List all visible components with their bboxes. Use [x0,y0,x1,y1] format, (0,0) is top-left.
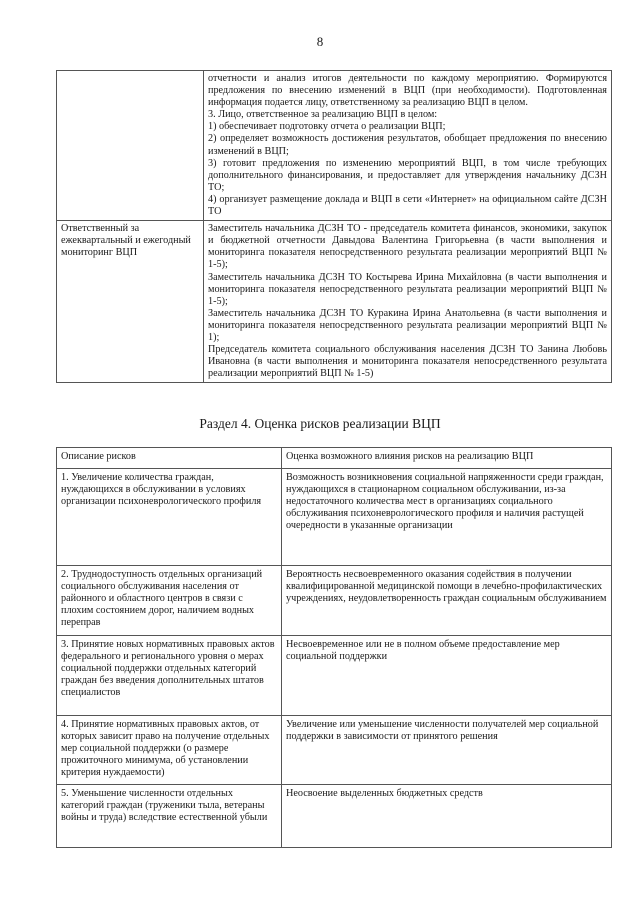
table-row [57,566,612,636]
risk-impact: Несвоевременное или не в полном объеме предоставление мер социальной поддержки [282,636,612,716]
risk-description: 1. Увеличение количества граждан, нуждающихся в обслуживании в условиях организации психоневрологического профиля [57,469,282,566]
table-row [57,716,612,785]
table-cell-text [204,71,612,221]
risk-impact: Увеличение или уменьшение численности получателей мер социальной поддержки в зависимости от принятого решения [282,716,612,785]
risk-impact: Вероятность несвоевременного оказания содействия в получении квалифицированной медицинской помощи в лечебно-профилактических учреждениях, неудовлетворенность граждан социальным обслуживанием [282,566,612,636]
risk-description: 5. Уменьшение численности отдельных категорий граждан (труженики тыла, ветераны войны и труда) вследствие естественной убыли [57,785,282,848]
risk-description: 2. Труднодоступность отдельных организаций социального обслуживания населения от районного и областного центров в связи с плохим состоянием дорог, наличием водных переправ [57,566,282,636]
paragraph: Заместитель начальника ДСЗН ТО - председатель комитета финансов, экономики, закупок и бюджетной отчетности Давыдова Валентина Григорьевна (в части выполнения и мониторинга показателя непосредственного результата реализации мероприятий ВЦП № 1-5); [208,223,607,271]
risk-assessment-table [56,447,612,848]
paragraph: Заместитель начальника ДСЗН ТО Костырева Ирина Михайловна (в части выполнения и мониторинга показателя непосредственного результата реализации мероприятий ВЦП № 1-5); [208,271,607,307]
paragraph: 3) готовит предложения по изменению мероприятий ВЦП, в том числе требующих дополнительного финансирования, и предоставляет для утверждения начальнику ДСЗН ТО; [208,157,607,193]
program-implementation-table [56,70,612,383]
table-row [57,636,612,716]
table-header-row [57,448,612,469]
table-cell-text [204,221,612,383]
risk-description: 3. Принятие новых нормативных правовых актов федерального и регионального уровня о мерах социальной поддержки отдельных категорий граждан без введения дополнительных штатов специалистов [57,636,282,716]
paragraph: Председатель комитета социального обслуживания населения ДСЗН ТО Занина Любовь Ивановна (в части выполнения и мониторинга показателя непосредственного результата реализации мероприятий ВЦП № 1-5) [208,344,607,380]
table-row [57,71,612,221]
page-number: 8 [316,34,324,49]
paragraph: Заместитель начальника ДСЗН ТО Куракина Ирина Анатольевна (в части выполнения и мониторинга показателя непосредственного результата реализации мероприятий ВЦП № 1); [208,307,607,343]
risk-description: 4. Принятие нормативных правовых актов, от которых зависит право на получение отдельных мер социальной поддержки (о размере прожиточного минимума, об установлении критерия нуждаемости) [57,716,282,785]
table-row [57,785,612,848]
paragraph: отчетности и анализ итогов деятельности по каждому мероприятию. Формируются предложения по внесению изменений в ВЦП (при необходимости). Подготовленная информация подается лицу, ответственному за реализацию ВЦП в целом. [208,73,607,109]
paragraph: 4) организует размещение доклада и ВЦП в сети «Интернет» на официальном сайте ДСЗН ТО [208,193,607,218]
paragraph: 2) определяет возможность достижения результатов, обобщает предложения по внесению изменений в ВЦП; [208,133,607,157]
table-row [57,469,612,566]
section-title: Раздел 4. Оценка рисков реализации ВЦП [199,416,441,431]
paragraph: 1) обеспечивает подготовку отчета о реализации ВЦП; [208,121,446,133]
risk-impact: Возможность возникновения социальной напряженности среди граждан, нуждающихся в стационарном социальном обслуживании, из-за недостаточного количества мест в организациях социального обслуживания психоневрологического профиля и наличия растущей очередности в указанные организации [282,469,612,566]
table-cell-label: Ответственный за ежеквартальный и ежегодный мониторинг ВЦП [57,221,204,383]
table-row [57,221,612,383]
risk-impact: Неосвоение выделенных бюджетных средств [282,785,612,848]
column-header: Оценка возможного влияния рисков на реализацию ВЦП [282,448,612,469]
column-header: Описание рисков [57,448,282,469]
table-cell-label [57,71,204,221]
paragraph: 3. Лицо, ответственное за реализацию ВЦП в целом: [208,109,438,121]
